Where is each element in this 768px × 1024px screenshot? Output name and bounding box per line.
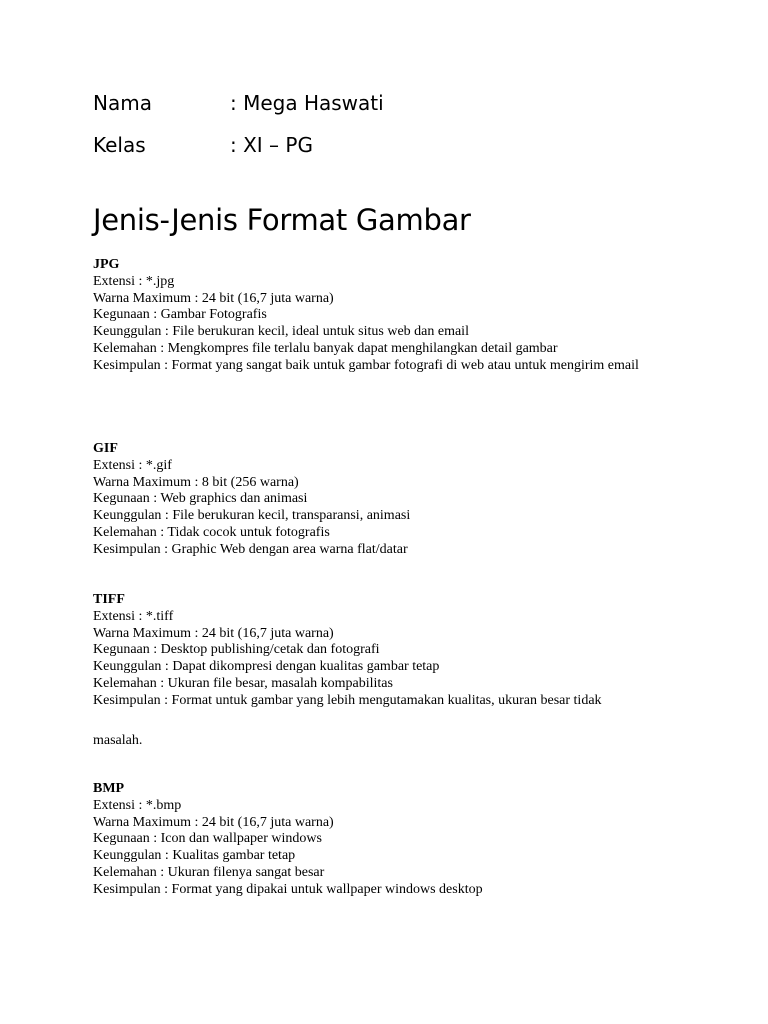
weakness-line: Kelemahan : Tidak cocok untuk fotografis xyxy=(93,524,330,540)
section-tiff xyxy=(93,592,693,710)
section-gif xyxy=(93,441,693,559)
max-color-line: Warna Maximum : 24 bit (16,7 juta warna) xyxy=(93,625,334,641)
section-title: BMP xyxy=(93,781,125,796)
class-value: : XI – PG xyxy=(230,133,313,157)
extension-line: Extensi : *.tiff xyxy=(93,608,174,624)
weakness-line: Kelemahan : Ukuran file besar, masalah kompabilitas xyxy=(93,675,393,691)
section-title: TIFF xyxy=(93,592,125,607)
extension-line: Extensi : *.bmp xyxy=(93,797,182,813)
usage-line: Kegunaan : Gambar Fotografis xyxy=(93,307,267,323)
tiff-continuation xyxy=(93,733,693,750)
usage-line: Kegunaan : Desktop publishing/cetak dan fotografi xyxy=(93,642,380,658)
weakness-line: Kelemahan : Mengkompres file terlalu banyak dapat menghilangkan detail gambar xyxy=(93,340,558,356)
section-title: GIF xyxy=(93,441,118,456)
class-label: Kelas xyxy=(93,133,146,157)
class-row xyxy=(93,133,313,157)
extension-line: Extensi : *.gif xyxy=(93,457,172,473)
advantage-line: Keunggulan : File berukuran kecil, ideal untuk situs web dan email xyxy=(93,324,469,340)
conclusion-line: Kesimpulan : Format untuk gambar yang lebih mengutamakan kualitas, ukuran besar tidak xyxy=(93,692,602,708)
section-jpg xyxy=(93,257,693,375)
document-title: Jenis-Jenis Format Gambar xyxy=(93,203,471,237)
max-color-line: Warna Maximum : 8 bit (256 warna) xyxy=(93,474,299,490)
extension-line: Extensi : *.jpg xyxy=(93,273,175,289)
section-bmp xyxy=(93,781,693,899)
section-title: JPG xyxy=(93,257,120,272)
advantage-line: Keunggulan : Kualitas gambar tetap xyxy=(93,848,296,864)
advantage-line: Keunggulan : Dapat dikompresi dengan kualitas gambar tetap xyxy=(93,659,440,675)
conclusion-line: Kesimpulan : Format yang sangat baik untuk gambar fotografi di web atau untuk mengirim email xyxy=(93,357,639,373)
name-row xyxy=(93,91,384,115)
max-color-line: Warna Maximum : 24 bit (16,7 juta warna) xyxy=(93,814,334,830)
name-value: : Mega Haswati xyxy=(230,91,384,115)
conclusion-line: Kesimpulan : Graphic Web dengan area warna flat/datar xyxy=(93,541,408,557)
usage-line: Kegunaan : Web graphics dan animasi xyxy=(93,491,308,507)
usage-line: Kegunaan : Icon dan wallpaper windows xyxy=(93,831,322,847)
name-label: Nama xyxy=(93,91,152,115)
weakness-line: Kelemahan : Ukuran filenya sangat besar xyxy=(93,864,325,880)
advantage-line: Keunggulan : File berukuran kecil, transparansi, animasi xyxy=(93,508,411,524)
conclusion-line: Kesimpulan : Format yang dipakai untuk wallpaper windows desktop xyxy=(93,881,483,897)
continuation-line: masalah. xyxy=(93,733,143,748)
max-color-line: Warna Maximum : 24 bit (16,7 juta warna) xyxy=(93,290,334,306)
